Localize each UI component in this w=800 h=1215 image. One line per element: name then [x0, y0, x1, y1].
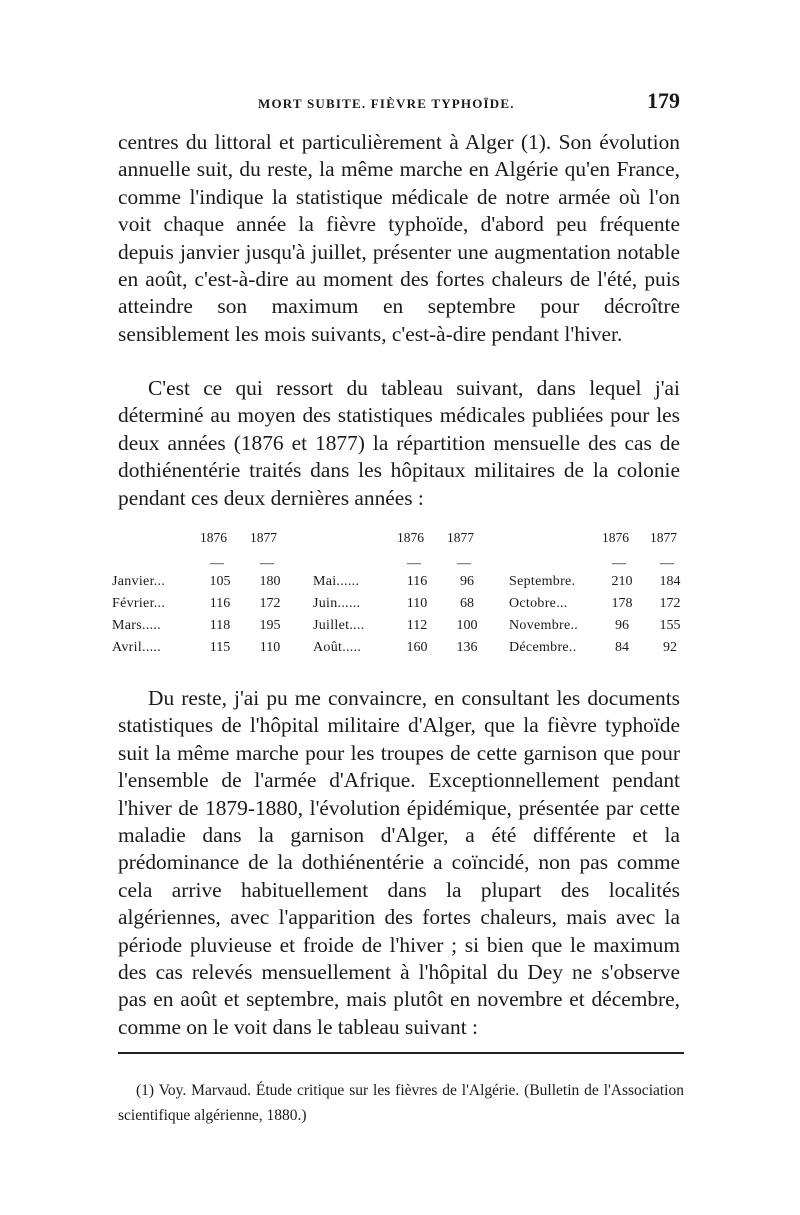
- table-row: [112, 596, 682, 618]
- value-1876: 116: [209, 596, 231, 611]
- year-header: 1876: [200, 530, 227, 545]
- value-1877: 92: [663, 640, 677, 655]
- header-dash: —: [210, 556, 224, 571]
- month-label: Avril.....: [112, 640, 162, 655]
- value-1877: 68: [460, 596, 474, 611]
- value-1877: 110: [259, 640, 281, 655]
- year-header: 1876: [397, 530, 424, 545]
- value-1877: 100: [456, 618, 478, 633]
- running-head: MORT SUBITE. FIÈVRE TYPHOÏDE.: [258, 96, 515, 111]
- year-header: 1876: [602, 530, 629, 545]
- value-1876: 115: [209, 640, 231, 655]
- value-1877: 172: [259, 596, 281, 611]
- value-1876: 112: [406, 618, 428, 633]
- paragraph-2: C'est ce qui ressort du tableau suivant, dans lequel j'ai déterminé au moyen des statistiques médicales publiées pour les deux années (1876 et 1877) la répartition mensuelle des cas de dothiénentérie traités dans les hôpitaux militaires de la colonie pendant ces deux dernières années :: [118, 376, 680, 510]
- month-label: Février...: [112, 596, 166, 611]
- header-dash: —: [260, 556, 274, 571]
- value-1876: 210: [611, 574, 633, 589]
- value-1877: 136: [456, 640, 478, 655]
- value-1876: 118: [209, 618, 231, 633]
- monthly-cases-table: [112, 530, 682, 670]
- month-label: Juin......: [313, 596, 361, 611]
- value-1877: 180: [259, 574, 281, 589]
- header-dash: —: [407, 556, 421, 571]
- value-1877: 172: [659, 596, 681, 611]
- header-dash: —: [612, 556, 626, 571]
- footnote-rule: [118, 1052, 684, 1054]
- table-row: [112, 574, 682, 596]
- value-1876: 178: [611, 596, 633, 611]
- table-row: [112, 640, 682, 662]
- paragraph-1: centres du littoral et particulièrement à Alger (1). Son évolution annuelle suit, du reste, la même marche en Algérie qu'en France, comme l'indique la statistique médicale de notre armée où l'on voit chaque année la fièvre typhoïde, d'abord peu fréquente depuis janvier jusqu'à juillet, présenter une augmentation notable en août, c'est-à-dire au moment des fortes chaleurs de l'été, puis atteindre son maximum en septembre pour décroître sensiblement les mois suivants, c'est-à-dire pendant l'hiver.: [118, 130, 680, 346]
- footnote: (1) Voy. Marvaud. Étude critique sur les fièvres de l'Algérie. (Bulletin de l'Association scientifique algérienne, 1880.): [118, 1082, 684, 1124]
- page-number: 179: [647, 88, 680, 113]
- value-1876: 105: [209, 574, 231, 589]
- month-label: Juillet....: [313, 618, 365, 633]
- month-label: Novembre..: [509, 618, 579, 633]
- month-label: Mai......: [313, 574, 360, 589]
- value-1876: 96: [615, 618, 629, 633]
- value-1877: 155: [659, 618, 681, 633]
- value-1877: 195: [259, 618, 281, 633]
- value-1877: 184: [659, 574, 681, 589]
- year-header: 1877: [650, 530, 677, 545]
- table-row: [112, 618, 682, 640]
- page-header: [118, 88, 680, 122]
- value-1876: 160: [406, 640, 428, 655]
- value-1876: 110: [406, 596, 428, 611]
- month-label: Janvier...: [112, 574, 166, 589]
- value-1876: 84: [615, 640, 629, 655]
- header-dash: —: [660, 556, 674, 571]
- month-label: Septembre.: [509, 574, 576, 589]
- paragraph-3: Du reste, j'ai pu me convaincre, en consultant les documents statistiques de l'hôpital militaire d'Alger, que la fièvre typhoïde suit la même marche pour les troupes de cette garnison que pour l'ensemble de l'armée d'Afrique. Exceptionnellement pendant l'hiver de 1879-1880, l'évolution épidémique, présentée par cette maladie dans la garnison d'Alger, a été différente et la prédominance de la dothiénentérie a coïncidé, non pas comme cela arrive habituellement dans la plupart des localités algériennes, avec l'apparition des fortes chaleurs, mais avec la période pluvieuse et froide de l'hiver ; si bien que le maximum des cas relevés mensuellement à l'hôpital du Dey ne s'observe pas en août et septembre, mais plutôt en novembre et décembre, comme on le voit dans le tableau suivant :: [118, 686, 680, 1039]
- header-dash: —: [457, 556, 471, 571]
- value-1877: 96: [460, 574, 474, 589]
- year-header: 1877: [250, 530, 277, 545]
- month-label: Octobre...: [509, 596, 568, 611]
- value-1876: 116: [406, 574, 428, 589]
- month-label: Décembre..: [509, 640, 577, 655]
- month-label: Août.....: [313, 640, 362, 655]
- month-label: Mars.....: [112, 618, 161, 633]
- year-header: 1877: [447, 530, 474, 545]
